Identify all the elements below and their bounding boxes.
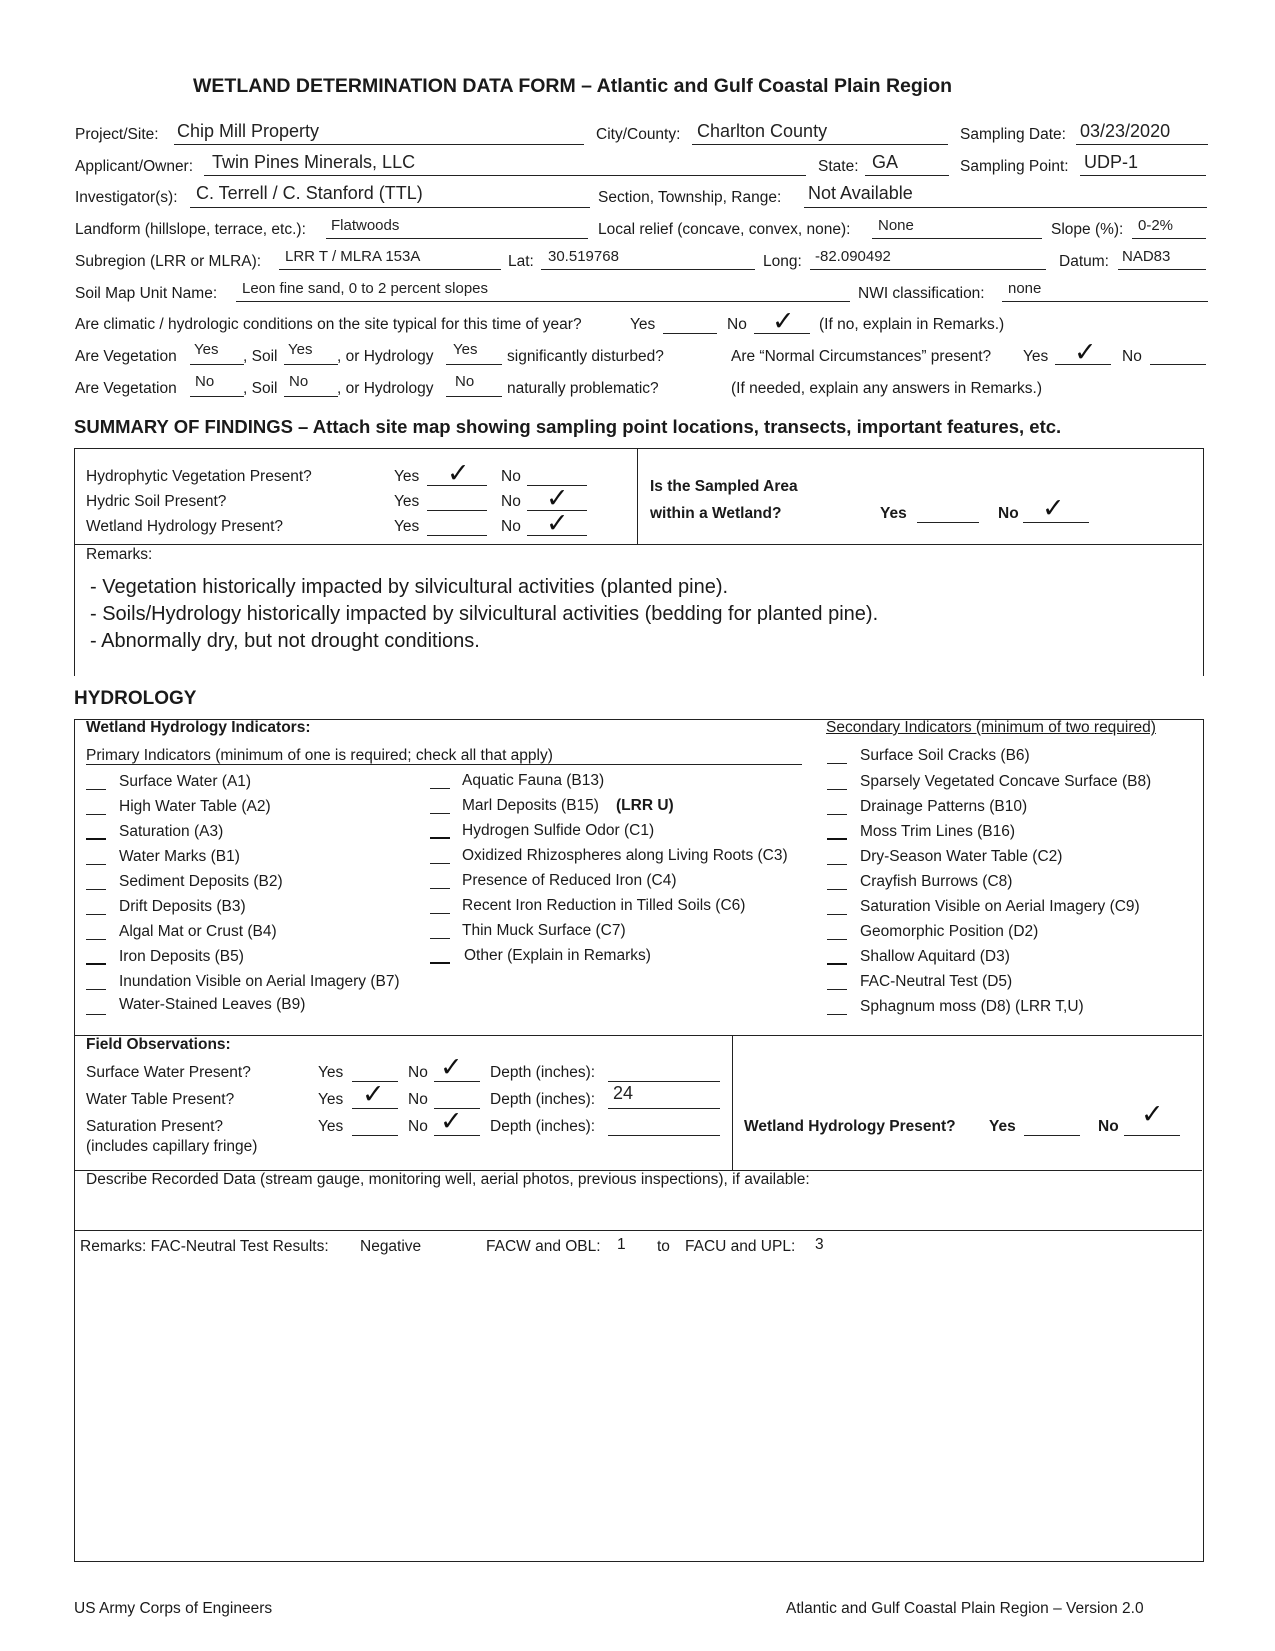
cb-b1[interactable] [86, 864, 106, 865]
normal-question: Are “Normal Circumstances” present? [731, 348, 992, 365]
climatic-note: (If no, explain in Remarks.) [819, 316, 1005, 333]
disturbed-veg-line [190, 364, 244, 365]
sampled-no-label: No [998, 505, 1019, 522]
subregion-label: Subregion (LRR or MLRA): [75, 253, 262, 270]
ind-c2: Dry-Season Water Table (C2) [860, 848, 1063, 865]
wetland-hydro-yes-label: Yes [989, 1118, 1016, 1135]
wetland-hydro-no-label: No [1098, 1118, 1119, 1135]
project-label: Project/Site: [75, 126, 159, 143]
water-table-yes-label: Yes [318, 1091, 344, 1108]
wetland-hydro-label: Wetland Hydrology Present? [744, 1118, 956, 1135]
project-line [174, 144, 584, 145]
cb-c9[interactable] [827, 914, 847, 915]
cb-b7[interactable] [86, 989, 106, 990]
surface-water-yes-label: Yes [318, 1064, 344, 1081]
relief-value[interactable]: None [878, 217, 914, 234]
surface-water-no-label: No [408, 1064, 428, 1081]
hydrology-label: Wetland Hydrology Present? [86, 518, 284, 535]
hydrology-no-label: No [501, 518, 521, 535]
problem-text: naturally problematic? [507, 380, 659, 397]
section-value[interactable]: Not Available [808, 183, 913, 203]
cb-c1[interactable] [430, 837, 450, 839]
surface-water-label: Surface Water Present? [86, 1064, 251, 1081]
cb-b4[interactable] [86, 939, 106, 940]
ind-b4: Algal Mat or Crust (B4) [119, 923, 277, 940]
water-table-depth-value[interactable]: 24 [613, 1083, 634, 1103]
cb-a3[interactable] [86, 838, 106, 840]
relief-line [872, 238, 1042, 239]
applicant-label: Applicant/Owner: [75, 158, 194, 175]
cb-d5[interactable] [827, 989, 847, 990]
nwi-value[interactable]: none [1008, 280, 1042, 297]
hydrology-yes-line[interactable] [427, 535, 487, 536]
city-label: City/County: [596, 126, 681, 143]
state-line [865, 175, 949, 176]
saturation-label: Saturation Present? [86, 1118, 224, 1135]
hydric-no-label: No [501, 493, 521, 510]
cb-c3[interactable] [430, 863, 450, 864]
ind-c7: Thin Muck Surface (C7) [462, 922, 626, 939]
disturbed-text: significantly disturbed? [507, 348, 664, 365]
hydrophytic-yes-check: ✓ [447, 458, 470, 488]
date-line [1076, 144, 1208, 145]
state-value[interactable]: GA [872, 152, 899, 172]
recorded-label: Describe Recorded Data (stream gauge, monitoring well, aerial photos, previous inspections), if available: [86, 1171, 810, 1188]
long-label: Long: [763, 253, 802, 270]
landform-value[interactable]: Flatwoods [331, 217, 400, 234]
cb-c4[interactable] [430, 888, 450, 889]
state-label: State: [818, 158, 859, 175]
cb-c6[interactable] [430, 913, 450, 914]
form-title: WETLAND DETERMINATION DATA FORM – Atlantic and Gulf Coastal Plain Region [193, 75, 953, 97]
wetland-hydro-yes-line[interactable] [1024, 1135, 1080, 1136]
ind-other: Other (Explain in Remarks) [464, 947, 651, 964]
ind-b15-suffix: (LRR U) [616, 797, 674, 814]
hydric-no-check: ✓ [546, 483, 569, 513]
problem-note: (If needed, explain any answers in Remarks.) [731, 380, 1043, 397]
wetland-hydro-no-line[interactable] [1124, 1135, 1180, 1136]
ind-b13: Aquatic Fauna (B13) [462, 772, 605, 789]
problem-hydro-label: , or Hydrology [337, 380, 434, 397]
ind-a1: Surface Water (A1) [119, 773, 252, 790]
ind-b15: Marl Deposits (B15) [462, 797, 599, 814]
ind-b3: Drift Deposits (B3) [119, 898, 246, 915]
normal-no-line[interactable] [1150, 364, 1206, 365]
secondary-label: Secondary Indicators (minimum of two required) [826, 719, 1156, 736]
water-table-label: Water Table Present? [86, 1091, 235, 1108]
investigator-label: Investigator(s): [75, 189, 178, 206]
date-label: Sampling Date: [960, 126, 1066, 143]
footer-left: US Army Corps of Engineers [74, 1600, 273, 1617]
relief-label: Local relief (concave, convex, none): [598, 221, 851, 238]
disturbed-soil-line [284, 364, 338, 365]
subregion-line [279, 269, 501, 270]
ind-c9: Saturation Visible on Aerial Imagery (C9) [860, 898, 1140, 915]
long-value[interactable]: -82.090492 [815, 248, 891, 265]
water-table-no-label: No [408, 1091, 428, 1108]
hydrology-no-check: ✓ [546, 508, 569, 538]
normal-no-label: No [1122, 348, 1142, 365]
ind-b6: Surface Soil Cracks (B6) [860, 747, 1030, 764]
hydric-label: Hydric Soil Present? [86, 493, 227, 510]
cb-b6[interactable] [827, 763, 847, 764]
ind-d2: Geomorphic Position (D2) [860, 923, 1039, 940]
hydrophytic-yes-label: Yes [394, 468, 420, 485]
surface-water-depth-line[interactable] [608, 1081, 720, 1082]
sampled-area-label-2: within a Wetland? [650, 505, 782, 522]
saturation-no-label: No [408, 1118, 428, 1135]
problem-soil-line [284, 396, 338, 397]
investigator-line [190, 207, 590, 208]
disturbed-veg-value[interactable]: Yes [194, 341, 219, 358]
city-value[interactable]: Charlton County [697, 121, 828, 141]
disturbed-hydro-line [446, 364, 502, 365]
indicators-divider [74, 1035, 1202, 1036]
facu-value: 3 [815, 1236, 824, 1253]
ind-b5: Iron Deposits (B5) [119, 948, 244, 965]
investigator-value[interactable]: C. Terrell / C. Stanford (TTL) [196, 183, 423, 203]
facw-value: 1 [617, 1236, 626, 1253]
hydric-yes-label: Yes [394, 493, 420, 510]
problem-veg-value[interactable]: No [195, 373, 215, 390]
ind-b8: Sparsely Vegetated Concave Surface (B8) [860, 773, 1152, 790]
indicators-label: Wetland Hydrology Indicators: [86, 719, 311, 736]
ind-b7: Inundation Visible on Aerial Imagery (B7) [119, 973, 400, 990]
saturation-yes-label: Yes [318, 1118, 344, 1135]
problem-veg-line [190, 396, 244, 397]
ind-d8: Sphagnum moss (D8) (LRR T,U) [860, 998, 1084, 1015]
hydro-remarks-label: Remarks: FAC-Neutral Test Results: [80, 1238, 329, 1255]
cb-b3[interactable] [86, 914, 106, 915]
applicant-line [204, 175, 806, 176]
cb-b8[interactable] [827, 789, 847, 790]
saturation-depth-line[interactable] [608, 1135, 720, 1136]
primary-underline [86, 764, 802, 765]
cb-b16[interactable] [827, 838, 847, 840]
summary-remarks-label: Remarks: [86, 546, 153, 563]
lat-line [541, 269, 755, 270]
cb-b10[interactable] [827, 814, 847, 815]
problem-hydro-value[interactable]: No [455, 373, 475, 390]
normal-yes-label: Yes [1023, 348, 1049, 365]
ind-a2: High Water Table (A2) [119, 798, 271, 815]
lat-label: Lat: [508, 253, 534, 270]
soil-line [236, 301, 850, 302]
cb-a2[interactable] [86, 814, 106, 815]
landform-line [326, 238, 588, 239]
wetland-hydro-no-check: ✓ [1141, 1099, 1164, 1129]
ind-a3: Saturation (A3) [119, 823, 224, 840]
datum-label: Datum: [1059, 253, 1109, 270]
cb-d3[interactable] [827, 963, 847, 965]
point-line [1080, 175, 1206, 176]
cb-b15[interactable] [430, 813, 450, 814]
facu-label: FACU and UPL: [685, 1238, 796, 1255]
ind-c4: Presence of Reduced Iron (C4) [462, 872, 677, 889]
saturation-depth-label: Depth (inches): [490, 1118, 596, 1135]
summary-remark-1: - Vegetation historically impacted by silvicultural activities (planted pine). [90, 576, 729, 598]
problem-hydro-line [446, 396, 502, 397]
climatic-no-label: No [727, 316, 747, 333]
disturbed-hydro-value[interactable]: Yes [453, 341, 478, 358]
summary-remark-2: - Soils/Hydrology historically impacted by silvicultural activities (bedding for planted pine). [90, 603, 879, 625]
ind-c6: Recent Iron Reduction in Tilled Soils (C6) [462, 897, 746, 914]
disturbed-hydro-label: , or Hydrology [337, 348, 434, 365]
disturbed-soil-value[interactable]: Yes [288, 341, 313, 358]
sampled-no-check: ✓ [1042, 493, 1065, 523]
recorded-divider [74, 1230, 1202, 1231]
lat-value[interactable]: 30.519768 [548, 248, 619, 265]
saturation-no-check: ✓ [440, 1106, 463, 1136]
normal-yes-check: ✓ [1074, 337, 1097, 367]
ind-d3: Shallow Aquitard (D3) [860, 948, 1010, 965]
saturation-note: (includes capillary fringe) [86, 1138, 258, 1155]
cb-b13[interactable] [430, 788, 450, 789]
summary-heading: SUMMARY OF FINDINGS – Attach site map showing sampling point locations, transects, important features, etc. [74, 416, 1062, 437]
field-obs-divider-v [732, 1035, 733, 1170]
climatic-yes-line[interactable] [663, 333, 717, 334]
date-value[interactable]: 03/23/2020 [1080, 121, 1171, 141]
hydric-yes-line[interactable] [427, 510, 487, 511]
cb-b2[interactable] [86, 889, 106, 890]
subregion-value[interactable]: LRR T / MLRA 153A [285, 248, 421, 265]
ind-b10: Drainage Patterns (B10) [860, 798, 1028, 815]
cb-b9[interactable] [86, 1014, 106, 1015]
surface-water-depth-label: Depth (inches): [490, 1064, 596, 1081]
ind-b2: Sediment Deposits (B2) [119, 873, 283, 890]
cb-c7[interactable] [430, 938, 450, 939]
datum-line [1118, 269, 1206, 270]
disturbed-veg-label: Are Vegetation [75, 348, 177, 365]
ind-b9: Water-Stained Leaves (B9) [119, 996, 306, 1013]
cb-c2[interactable] [827, 864, 847, 865]
sampled-yes-line[interactable] [917, 522, 979, 523]
field-obs-label: Field Observations: [86, 1036, 231, 1053]
hydrophytic-label: Hydrophytic Vegetation Present? [86, 468, 312, 485]
surface-water-no-check: ✓ [440, 1052, 463, 1082]
slope-value[interactable]: 0-2% [1138, 217, 1174, 234]
city-line [692, 144, 948, 145]
landform-label: Landform (hillslope, terrace, etc.): [75, 221, 306, 238]
problem-veg-label: Are Vegetation [75, 380, 177, 397]
footer-right: Atlantic and Gulf Coastal Plain Region – Version 2.0 [786, 1600, 1144, 1617]
soil-value[interactable]: Leon fine sand, 0 to 2 percent slopes [242, 280, 489, 297]
ind-c1: Hydrogen Sulfide Odor (C1) [462, 822, 655, 839]
long-line [810, 269, 1046, 270]
slope-label: Slope (%): [1051, 221, 1124, 238]
summary-divider-v [637, 448, 638, 544]
hydrology-heading: HYDROLOGY [74, 688, 197, 709]
cb-other[interactable] [430, 962, 450, 964]
hydrology-yes-label: Yes [394, 518, 420, 535]
summary-divider-h [74, 544, 1202, 545]
soil-label: Soil Map Unit Name: [75, 285, 218, 302]
summary-remark-3: - Abnormally dry, but not drought conditions. [90, 630, 480, 652]
ind-c8: Crayfish Burrows (C8) [860, 873, 1013, 890]
saturation-yes-line[interactable] [352, 1135, 398, 1136]
hydrophytic-no-label: No [501, 468, 521, 485]
nwi-label: NWI classification: [858, 285, 985, 302]
climatic-yes-label: Yes [630, 316, 656, 333]
ind-d5: FAC-Neutral Test (D5) [860, 973, 1013, 990]
section-line [804, 207, 1207, 208]
point-value[interactable]: UDP-1 [1084, 152, 1139, 172]
water-table-depth-label: Depth (inches): [490, 1091, 596, 1108]
water-table-depth-line [608, 1108, 720, 1109]
cb-c8[interactable] [827, 889, 847, 890]
primary-label: Primary Indicators (minimum of one is required; check all that apply) [86, 747, 553, 764]
ind-b16: Moss Trim Lines (B16) [860, 823, 1016, 840]
nwi-line [1002, 301, 1208, 302]
applicant-value[interactable]: Twin Pines Minerals, LLC [212, 152, 416, 172]
datum-value[interactable]: NAD83 [1122, 248, 1171, 265]
problem-soil-label: , Soil [243, 380, 278, 397]
point-label: Sampling Point: [960, 158, 1069, 175]
climatic-no-check: ✓ [772, 306, 795, 336]
climatic-question: Are climatic / hydrologic conditions on the site typical for this time of year? [75, 316, 582, 333]
facw-label: FACW and OBL: [486, 1238, 601, 1255]
cb-d8[interactable] [827, 1014, 847, 1015]
to-label: to [657, 1238, 670, 1255]
project-value[interactable]: Chip Mill Property [177, 121, 320, 141]
section-label: Section, Township, Range: [598, 189, 782, 206]
cb-d2[interactable] [827, 939, 847, 940]
water-table-yes-check: ✓ [362, 1079, 385, 1109]
disturbed-soil-label: , Soil [243, 348, 278, 365]
hydro-remarks-result: Negative [360, 1238, 422, 1255]
sampled-yes-label: Yes [880, 505, 907, 522]
problem-soil-value[interactable]: No [289, 373, 309, 390]
sampled-area-label-1: Is the Sampled Area [650, 478, 798, 495]
ind-c3: Oxidized Rhizospheres along Living Roots (C3) [462, 847, 788, 864]
cb-b5[interactable] [86, 963, 106, 965]
ind-b1: Water Marks (B1) [119, 848, 240, 865]
cb-a1[interactable] [86, 789, 106, 790]
slope-line [1132, 238, 1206, 239]
